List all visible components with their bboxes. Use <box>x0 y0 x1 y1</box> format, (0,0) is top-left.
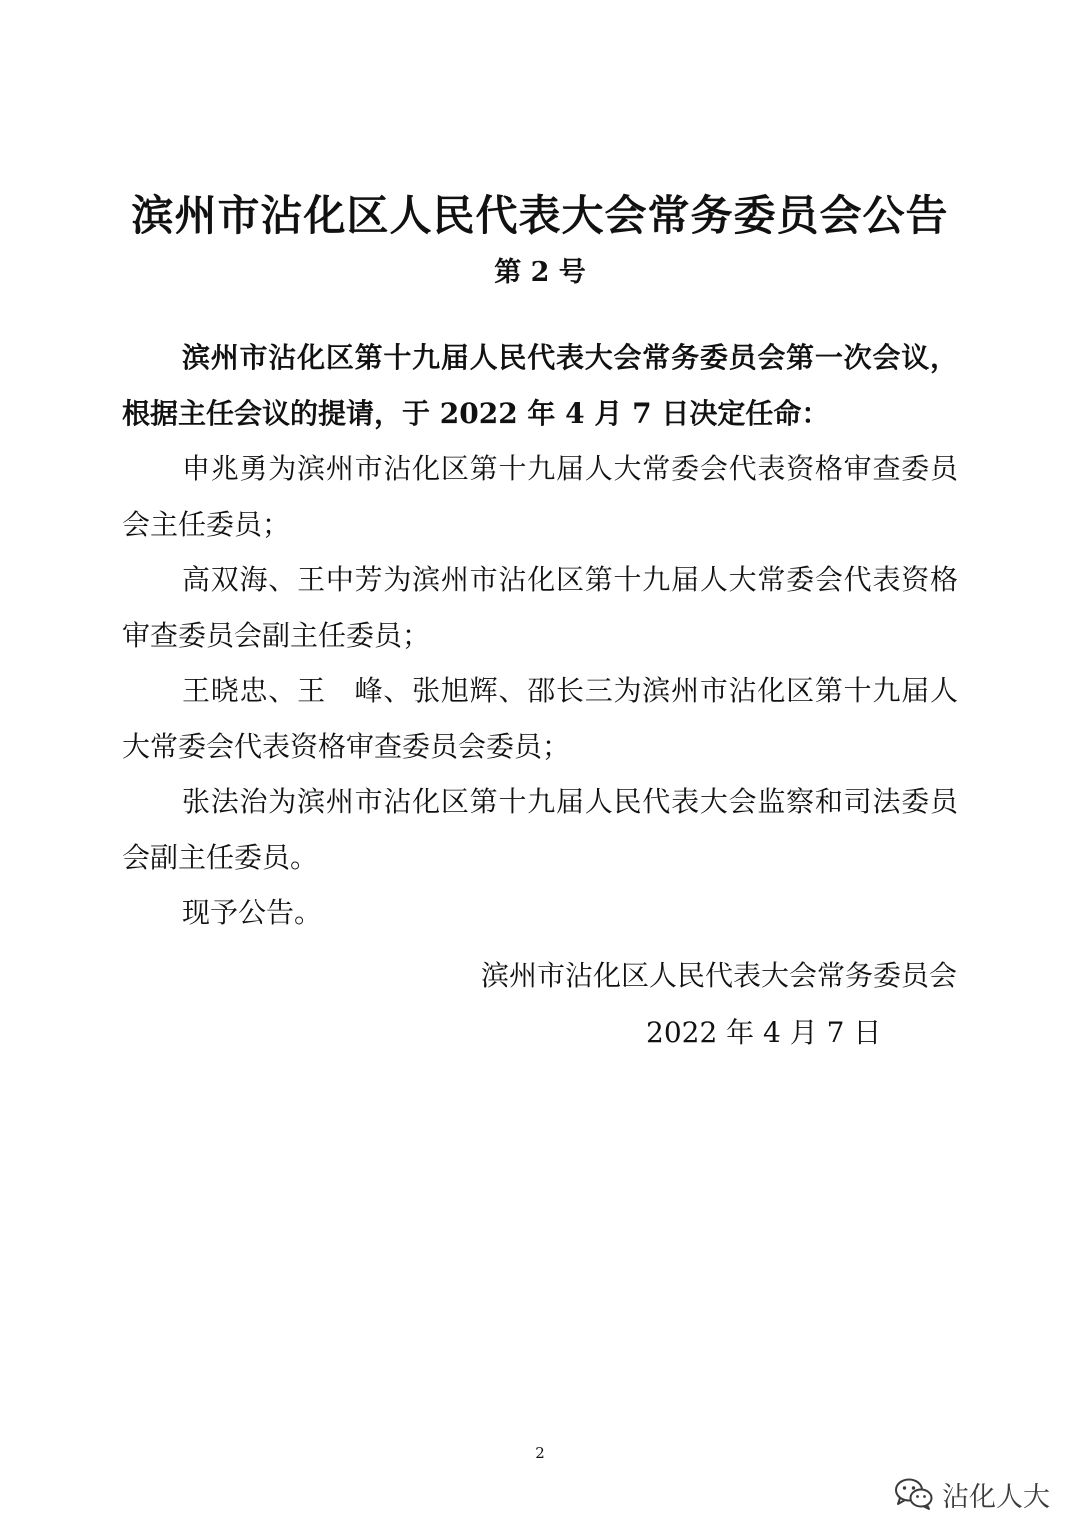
wechat-icon <box>894 1477 934 1511</box>
signature-issuer: 滨州市沾化区人民代表大会常务委员会 <box>480 959 957 992</box>
signature-date: 2022 年 4 月 7 日 <box>646 1016 882 1049</box>
closing-paragraph: 现予公告。 <box>182 896 323 929</box>
appointment-paragraph: 张法治为滨州市沾化区第十九届人民代表大会监察和司法委员会副主任委员。 <box>122 785 958 874</box>
intro-paragraph: 滨州市沾化区第十九届人民代表大会常务委员会第一次会议，根据主任会议的提请，于 2022 年 4 月 7 日决定任命： <box>122 341 958 430</box>
page-number: 2 <box>535 1444 545 1462</box>
appointment-paragraph: 高双海、王中芳为滨州市沾化区第十九届人大常委会代表资格审查委员会副主任委员； <box>122 563 958 652</box>
document-number: 第 2 号 <box>494 257 586 288</box>
page-title: 滨州市沾化区人民代表大会常务委员会公告 <box>131 191 949 240</box>
appointment-paragraph: 申兆勇为滨州市沾化区第十九届人大常委会代表资格审查委员会主任委员； <box>122 452 958 541</box>
watermark-text: 沾化人大 <box>942 1481 1050 1513</box>
appointment-paragraph: 王晓忠、王 峰、张旭辉、邵长三为滨州市沾化区第十九届人大常委会代表资格审查委员会委员； <box>122 674 958 763</box>
watermark <box>894 1474 1050 1514</box>
document-body <box>122 330 958 941</box>
